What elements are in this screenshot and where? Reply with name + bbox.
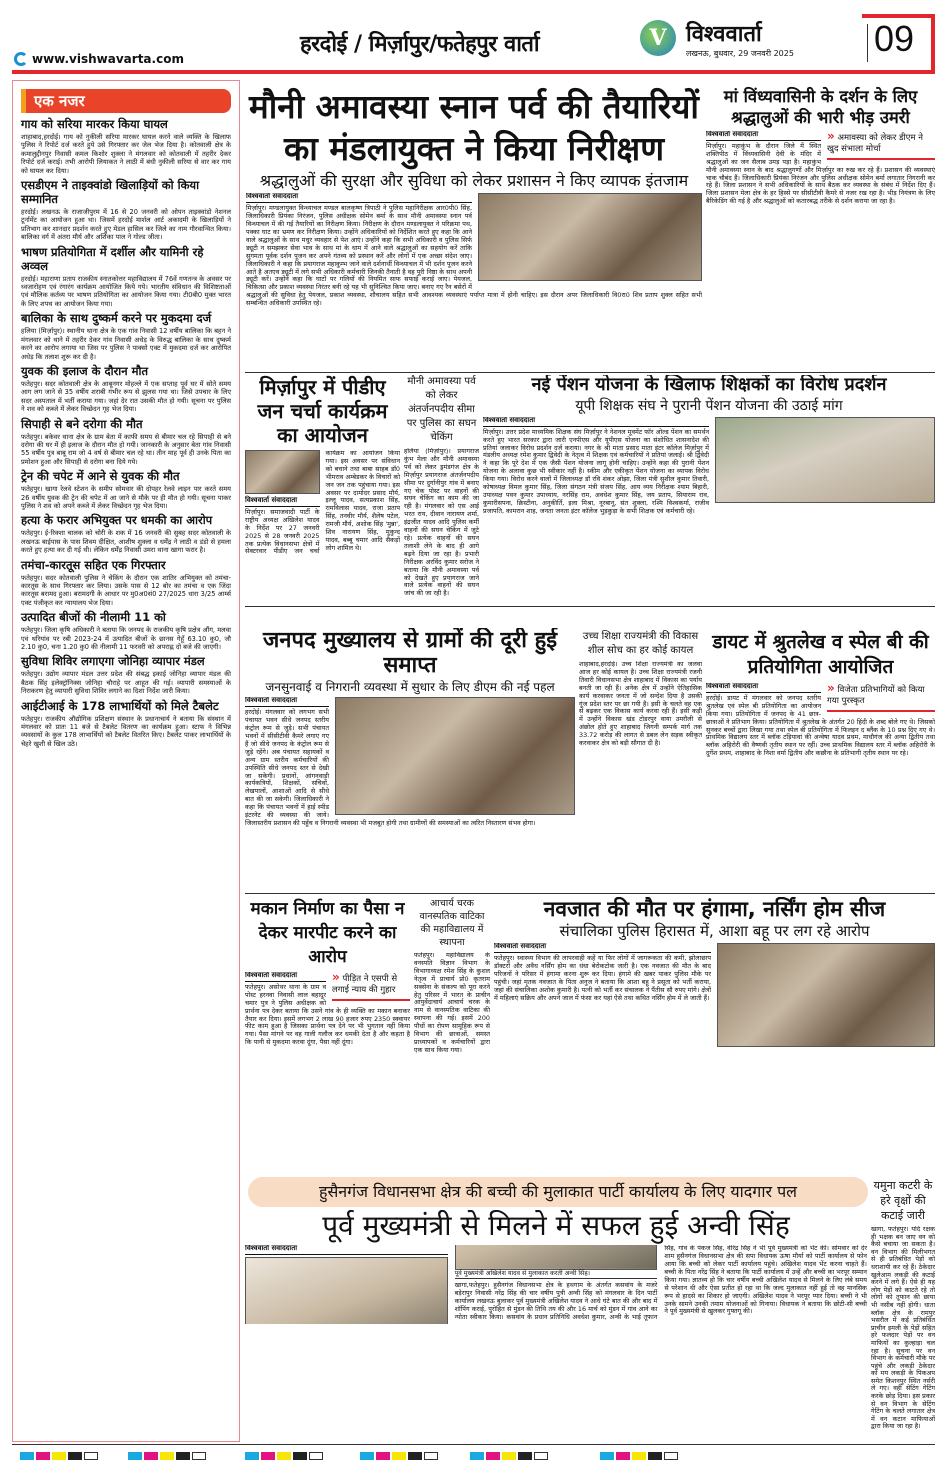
photo-caption: पूर्व मुख्यमंत्री अखिलेश यादव से मुलाकात करती अन्वी सिंह। [455, 1270, 658, 1279]
news-brief [21, 311, 231, 361]
color-swatch [632, 1452, 646, 1460]
vindhyavasini-headline: मां विंध्यवासिनी के दर्शन के लिए श्रद्धालुओं की भारी भीड़ उमरी [723, 87, 918, 127]
brief-title: भाषण प्रतियोगिता में दर्शील और यामिनी रहे अव्वल [21, 244, 204, 273]
pda-body: मिर्ज़ापुर। समाजवादी पार्टी के राष्ट्रीय अध्यक्ष अखिलेश यादव के निर्देश पर 27 जनवरी 2025 से 28 जनवरी 2025 तक प्रत्येक विधानसभा क्षेत्रों में सेक्टरवार पीडीए जन चर्चा कार्यक्रम का आयोजन किया गया। इस अवसर पर संविधान को बचाने तथा बाबा साहब डॉ0 भीमराव अम्बेडकर के विचारों को जन जन तक पहुंचाया गया। इस अवसर पर दामोदर प्रसाद मौर्य, इल्लू यादव, सत्यप्रकाश सिंह, रामविलास यादव, राजा प्रताप सिंह, तनवीर मौर्य, शैलेष पटेल, रामजी मौर्य, अशोक सिंह 'मुन्ना', शिव नारायण सिंह, मुकुन्द यादव, बब्बू चमार आदि सैकड़ों लोग शामिल थे। [245, 450, 400, 556]
makan-body: फतेहपुर। असोथर थाना के ग्राम व पोस्ट हरनवा निवासी लाल बहादुर चमार पुत्र ने पुलिस अधीक्षक को प्रार्थना पत्र देकर बताया कि उसने गांव के ही व्यक्ति का मकान बनाकर तैयार कर दिया। इसमें लगभग 2 लाख 90 हजार रुपए 2350 स्क्वायर फीट काम हुआ है जिसका प्रार्थना पत्र देने पर भी भुगतान नहीं किया गया। पैसा मांगने पर वह गाली गलौज कर धमकी देता है और कहता है कि पानी से मुकदमा करवा दूंगा, पैसा नहीं दूंगा। [245, 982, 410, 1047]
diet-body: हरदोई। डायट में मंगलवार को जनपद स्तरीय श्रुतलेख एवं स्पेल बी प्रतियोगिता का आयोजन किया गया। प्रतियोगिता में जनपद के 41 छात्र-छात्राओं ने प्रतिभाग किया। प्रतियोगिता में श्रुतलेख के अंतर्गत 20 हिंदी के शब्द बोले गए थे। जिसको सुनकर बच्चों द्वारा लिखा गया तथा स्पेल बी प्रतियोगिता में फिलइन द ब्लैंक के 10 प्रश्न दिए गए थे। प्राथमिक विद्यालय स्तर में ब्लॉक टड़ियावां की अन्वेषा यादव प्रथम, माधौगंज की अन्या द्वितीय तथा ब्लॉक अहिरोरी की वैष्णवी तृतीय स्थान पर रहीं। उच्च प्राथमिक विद्यालय स्तर में ब्लॉक अहिरोरी के दुर्गेश प्रथम, शाहाबाद के निशा वर्मा द्वितीय और कछौना के प्रतिभागी तृतीय स्थान पर रहे। [706, 693, 935, 758]
brand-name: विश्ववार्ता [686, 22, 762, 47]
vatika-body: फतेहपुर। महाविद्यालय के वनस्पति विज्ञान विभाग के विभागाध्यक्ष रमेश सिंह के कुशल नेतृत्व में प्राचार्य प्रो0 कृतराम सक्सेना के संकल्प को पूरा करने हेतु परिसर में भारत के प्राचीन आयुर्वेदाचार्य आचार्य चरक के नाम से वानस्पतिक वाटिका की स्थापना की गई। इसमें 200 पौधों का रोपण सामूहिक रूप से विभाग की छात्राओं, समस्त प्राध्यापकों व कर्मचारियों द्वारा एक साथ किया गया। [414, 952, 490, 1054]
anvi-headline: पूर्व मुख्यमंत्री से मिलने में सफल हुई अन्वी सिंह [322, 1210, 790, 1242]
color-swatch [176, 1452, 190, 1460]
pension-subheadline: यूपी शिक्षक संघ ने पुरानी पेंशन योजना की उठाई मांग [575, 397, 843, 414]
color-swatch [486, 1452, 500, 1460]
brief-title: ट्रेन की चपेट में आने से युवक की मौत [21, 469, 180, 484]
quote-marker-icon: » [827, 131, 835, 143]
brief-body: फतेहपुर। बकेवर थाना क्षेत्र के ग्राम बेता में काफी समय से बीमार चल रहे सिपाही से बने दरोगा की घर में ही इलाज के दौरान मौत हो गयी। जानकारी के अनुसार बेता गांव निवासी 55 वर्षीय पुत्र बाबू राम जो 4 वर्ष से बीमार चल रहे था। तीन माह पूर्व ही उनके पिता का प्रमोशन हुआ और सिपाही से दरोगा बना दिये गये। [21, 432, 231, 466]
pda-event-photo [245, 450, 320, 494]
checking-story [404, 375, 479, 603]
news-brief [21, 117, 231, 175]
diet-flow [706, 683, 935, 890]
teachers-protest-photo [715, 417, 935, 503]
ek-nazar-label: एक नजर [21, 89, 231, 113]
color-swatch [470, 1452, 484, 1460]
brief-body: शाहाबाद,हरदोई। गाय को नुकीली सरिया मारकर घायल करने वाले व्यक्ति के खिलाफ पुलिस ने रिपोर्ट दर्ज करते हुये उसे गिरफ्तार कर जेल भेज दिया है। कोतवाली क्षेत्र के कमालुद्दीनपुर निवासी कमल किशोर शुक्ला ने मंगलवार को कोतवाली में तहरीर देकर रिपोर्ट दर्ज कराई। तभी आरोपी लियाकत ने लाठी में बंधी नुकीली सरिया से वार कर गाय को घायल कर दिया। [21, 133, 231, 175]
brief-body: फतेहपुर। सदर कोतवाली पुलिस ने चेकिंग के दौरान एक शातिर अभियुक्त को तमंचा-कारतूस के साथ गिरफ्तार कर लिया। उसके पास से 12 बोर का तमंचा व एक जिंदा कारतूस बरामद हुआ। बरामदगी के आधार पर मु0अ0सं0 27/2025 धारा 3/25 आर्म्स एक्ट पंजीकृत कर न्यायालय भेज दिया। [21, 573, 231, 607]
pda-story [245, 375, 400, 603]
checking-headline: मौनी अमावस्या पर्व को लेकर अंतर्जनपदीय सीमा पर पुलिस का सघन चेकिंग [406, 376, 477, 443]
pension-flow [483, 417, 935, 603]
brief-body: फतेहपुर। सदर कोतवाली क्षेत्र के आबूनगर मोहल्ले में एक सप्ताह पूर्व घर में सोते समय आग लग जाने से 35 वर्षीय शराबी गंभीर रूप से झुलस गया था। जिसे उपचार के लिए सदर अस्पताल में भर्ती कराया गया। जहां देर रात उसकी मौत हो गयी। सूचना पर पुलिस ने शव को कब्जे में लेकर विच्छेदन गृह भेज दिया। [21, 379, 231, 414]
brief-title: बालिका के साथ दुष्कर्म करने पर मुकदमा दर्ज [21, 311, 212, 326]
brief-title: सुविधा शिविर लगाएगा जोनिहा व्यापार मंडल [21, 654, 205, 669]
registration-color-bar [600, 1452, 678, 1460]
color-swatch [144, 1452, 158, 1460]
color-swatch [392, 1452, 406, 1460]
color-swatch [36, 1452, 50, 1460]
news-brief [21, 178, 231, 242]
navjat-body: फतेहपुर। स्वास्थ्य विभाग की लापरवाही कहें या फिर लोगों में जागरूकता की कमी, झोलाछाप डॉक्टरों और अवैध नर्सिंग होम का धंधा बेरोकटोक जारी है। एक नवजात की मौत के बाद परिजनों ने परिसर में हंगामा करना शुरू कर दिया। हंगामे की खबर पाकर पुलिस मौके पर पहुंची। जहां मृतक नवजात के पिता अनुज ने बताया कि आशा बहू ने प्रसूता को भर्ती कराया, जहां की संचालिका अशोक कुमारी है। पत्नी को भर्ती कर संचालक ने पैंतीस सौ रुपए मांगे। क्षेत्रों में महिलाएं सक्रिय और अपने जाल में फंसा कर यहां ऐसे तथा कथित नर्सिंग होम में ले जाती हैं। [494, 954, 711, 1002]
lead-story-flow [246, 193, 702, 370]
registration-color-bar [20, 1452, 98, 1460]
brief-title: युवक की इलाज के दौरान मौत [21, 363, 149, 378]
nursing-home-police-photo [717, 943, 935, 1047]
section-title: हरदोई / मिर्ज़ापुर/फतेहपुर वार्ता [300, 32, 540, 57]
color-swatch [277, 1452, 291, 1460]
byline: विश्ववार्ता संवाददाता [494, 943, 711, 953]
color-swatch [502, 1452, 516, 1460]
ek-nazar-column [12, 80, 240, 1442]
vindhyavasini-flow [706, 131, 935, 370]
color-swatch [20, 1452, 34, 1460]
vindhyavasini-story [706, 86, 935, 370]
brief-body: हरदोई। महाराणा प्रताप राजकीय स्नातकोत्तर महाविद्यालय में 76वें गणतन्त्र के अवसर पर ध्वजारोहण एवं रंगारंग कार्यक्रम आयोजित किये गये। भारतीय संविधान की विशिष्टताओं एवं मौलिक कर्तव्य पर भाषण प्रतियोगिता का आयोजन किया गया। टी0बी0 मुक्त भारत के लिए शपथ का आयोजन किया गया। [21, 274, 231, 308]
color-swatch [616, 1452, 630, 1460]
byline: विश्ववार्ता संवाददाता [245, 697, 329, 707]
brief-body: फतेहपुर। राजकीय औद्योगिक प्रशिक्षण संस्थान के प्रधानाचार्य ने बताया कि संस्थान में मंगलवार को प्रातः 11 बजे से टैबलेट वितरण का कार्यक्रम हुआ। स्टाफ ने विभिन्न व्यवसायों के कुल 178 लाभार्थियों को टैबलेट वितरित किए। टैबलेट पाकर लाभार्थियों के चेहरे खुशी से खिल उठे। [21, 714, 231, 748]
makan-flow [245, 972, 410, 1170]
website-url[interactable]: www.vishwavarta.com [14, 52, 184, 66]
quote-marker-icon: » [827, 683, 835, 695]
byline: विश्ववार्ता संवाददाता [706, 131, 821, 141]
brief-title: आईटीआई के 178 लाभार्थियों को मिले टैबलेट [21, 698, 219, 713]
yamuna-headline: यमुना कटरी के हरे वृक्षों की कटाई जारी [873, 1179, 933, 1222]
color-swatch [128, 1452, 142, 1460]
brief-title: सिपाही से बने दरोगा की मौत [21, 416, 143, 431]
byline: विश्ववार्ता संवाददाता [483, 417, 709, 427]
byline: विश्ववार्ता संवाददाता [245, 497, 320, 507]
news-brief [21, 699, 231, 749]
yamuna-story [871, 1178, 935, 1440]
crosshair-icon [424, 1452, 438, 1460]
pda-flow [245, 450, 400, 603]
navjat-story [494, 897, 935, 1170]
news-brief [21, 469, 231, 510]
brief-title: एसडीएम ने ताइक्वांडो खिलाड़ियों को किया सम्मानित [21, 178, 200, 207]
browser-icon [14, 52, 28, 66]
color-swatch [408, 1452, 422, 1460]
brief-body: फतेहपुर। ई-रिक्शा चालक को चोरी के शक में 16 जनवरी की सुबह सदर कोतवाली के लखनऊ बाईपास के पास शिवम दीक्षित, आशीष शुक्ला व धर्मेंद्र ने लाठी व डंडो से हमला करते हुए हत्या कर दी गई थी। लेकिन धर्मेंद्र निवासी उमरा थाना खागा फरार है। [21, 529, 231, 555]
brief-body: फतेहपुर। जिला कृषि अधिकारी ने बताया कि जनपद के राजकीय कृषि प्रक्षेत्र औंग, मलवा एवं थरियांव पर रबी 2023-24 में उत्पादित बीजों के छानस गेहूँ 63.10 कु0, जौ 2.10 कु0, चना 1.20 कु0 की नीलामी 11 फरवरी को अपराह्न दो बजे की जाएगी। [21, 626, 231, 652]
brief-body: फतेहपुर। खागा रेलवे स्टेशन के समीप सोमवार की दोपहर रेलवे लाइन पार करते समय 26 वर्षीय युवक की ट्रेन की चपेट में आ जाने से मौके पर ही मौत हो गयी। सूचना पाकर पुलिस ने शव को अपने कब्जे में लेकर विच्छेदन गृह भेज दिया। [21, 485, 231, 510]
brief-body: हलिया (मिर्ज़ापुर)। स्थानीय थाना क्षेत्र के एक गांव निवासी 12 वर्षीय बालिका कि बहन ने मंगलवार को थाने में तहरीर देकर गांव निवासी अधेड़ के विरुद्ध बालिका के साथ दुष्कर्म करने का आरोप लगाया था जिस पर पुलिस ने पाक्सो एक्ट में मुकदमा दर्ज कर आरोपित अधेड़ कि तलाश शुरू कर दी है। [21, 327, 231, 361]
registration-color-bar [360, 1452, 438, 1460]
color-swatch [360, 1452, 374, 1460]
crosshair-icon [192, 1452, 206, 1460]
pull-quote: » अमावस्या को लेकर डीएम ने खुद संभाला मोर्चा [827, 131, 935, 160]
news-brief [21, 245, 231, 309]
color-swatch [376, 1452, 390, 1460]
pension-body: मिर्ज़ापुर। उत्तर प्रदेश माध्यमिक शिक्षक संघ मिर्ज़ापुर ने नेशनल मूवमेंट फॉर ओल्ड पेंशन का समर्थन करते हुए भारत सरकार द्वारा जारी एनपीएस और यूपीएस योजना का संशोधित शासनादेश की प्रतियां जलाकर विरोध प्रदर्शन दर्ज कराया। नगर के श्री माता प्रसाद माता इंटर कॉलेज मिर्ज़ापुर में मंडलीय अध्यक्ष रमेश कुमार द्विवेदी के नेतृत्व में शिक्षक एवं कर्मचारियों ने प्रतियां जलाईं। श्री द्विवेदी ने कहा कि पूरे देश में एक जैसी पेंशन योजना लागू होनी चाहिए। उन्होंने कहा की पुरानी पेंशन योजना के अलावा कुछ भी स्वीकार नहीं है। स्कीम और एकीकृत पेंशन योजना का व्यापक विरोध किया गया। विरोध करने वालों में जिलाध्यक्ष डॉ रवि शंकर ओझा, जिला मंत्री सुशील कुमार तिवारी, कोषाध्यक्ष विमल कुमार सिंह, जिला संगठन मंत्री संजय सिंह, आय व्यय निरीक्षक श्याम बिहारी, उपाध्यक्ष पवन कुमार उपाध्याय, नरसिंह राम, अवधेश कुमार सिंह, जय प्रताप, सियाराम राव, कुमारीसपना, क्रिस्टीना, अनुकीर्ति, इला मिश्रा, नूरबानू, संत शुक्ला, रश्मि विश्वकर्मा, राजीव प्रजापति, कामरान शाह, जनता जनता इंटर कॉलेज भुड़कुड़ा के सभी शिक्षक एवं कर्मचारी रहे। [483, 427, 709, 515]
yamuna-body: खागा, फतेहपुर। यदि रक्षक ही भक्षक बन जाए वन को कैसे बचाया जा सकता है। वन विभाग की मिलीभगत से ही प्रतिबंधित पेड़ों को धराशायी कर रहे हैं। ठेकेदार खुलेआम लकड़ी की कटाई करने में लगे हैं। ऐसे ही यह लोग पेड़ों को काटते रहे तो लोगों को तूफान की छाया भी नसीब नहीं होगी। धाता ब्लॉक क्षेत्र के रामपुर भसरौल में कई प्रतिबंधित प्राचीन इमली के पेड़ों सहित हरे फलदार पेड़ों पर वन माफियों का कुल्हाड़ा चल रहा है। सूचना पर वन विभाग के कर्मचारी मौके पर पहुंचे और लकड़ी ठेकेदार को मय लकड़ी के पिकअप समेत किशनपुर स्थित नर्सरी ले गए। वहीं सेटिंग गेटिंग करके छोड़ दिया। इस प्रकार से वन विभाग के सेटिंग गेटिंग के चलते लगातार क्षेत्र में वन कटान माफियाओं द्वारा किया जा रहा है। [871, 1226, 935, 1431]
navjat-subheadline: संचालिका पुलिस हिरासत में, आशा बहू पर लग रहे आरोप [559, 922, 870, 941]
footer-rule [12, 1444, 935, 1445]
color-swatch [245, 1452, 259, 1460]
header-rule [12, 70, 935, 74]
anvi-flow [245, 1245, 867, 1440]
registration-color-bar [128, 1452, 206, 1460]
checking-body: हलिया (मिर्ज़ापुर)। प्रयागराज कुंभ मेला और मौनी अमावस्या पर्व को लेकर ड्रमंडगंज क्षेत्र के मिर्ज़ापुर प्रयागराज अंतर्जनपदीय सीमा पर दुर्गानीपुर गांव में बनाए गए चेक पोस्ट पर वाहनों की सघन चेकिंग का काम की जा रही है। मंगलवार को एस आई भरत राय, दीवान नारायण शर्मा, इंद्रजीत यादव आदि पुलिस कर्मी वाहनों की सघन चेकिंग में जुटे रहे। प्रत्येक वाहनों की सघन तलाशी लेने के बाद ही आगे बढ़ने दिया जा रहा है। प्रभारी निरीक्षक अरविंद कुमार सरोज ने बताया कि मौनी अमावस्या पर्व को देखते हुए प्रयागराज जाने वाले प्रत्येक वाहनों की सघन जांच की जा रही है। [404, 448, 479, 598]
minister-story [579, 630, 702, 890]
news-brief [21, 654, 231, 695]
brief-title: हत्या के फरार अभियुक्त पर धमकी का आरोप [21, 513, 213, 528]
registration-color-bar [470, 1452, 548, 1460]
vatika-headline: आचार्य चरक वानस्पतिक वाटिका की महाविद्यालय में स्थापना [419, 898, 485, 948]
lead-story [246, 86, 702, 370]
pda-headline: मिर्ज़ापुर में पीडीए जन चर्चा कार्यक्रम का आयोजन [257, 375, 388, 447]
minister-body: शाहाबाद,हरदोई। उच्च शिक्षा राज्यमंत्री का जलवा आज हर कोई कायल है। उच्च शिक्षा राज्यमंत्री रजनी तिवारी विधानसभा क्षेत्र शाहाबाद में विकास का पर्याय बनती जा रही हैं। अनेक क्षेत्र में उन्होंने ऐतिहासिक कार्य करवाकर जनता में जो सन्देश दिया है उसकी गूंज प्रदेश स्तर पर छा गयी है। इसी के चलते वह एक से बढ़कर एक विकास कार्य करवा रही हैं। इसी कड़ी में उन्होंने विकास खंड टोडरपुर वाया उमरौली से अंछोल होते हुए शाहाबाद जिगनी सम्पर्क मार्ग तक 33.72 करोड़ की लागत से डबल लेन सड़क स्वीकृत करवाकर क्षेत्र को बड़ी सौगात दी है। [579, 661, 702, 748]
byline: विश्ववार्ता संवाददाता [245, 1245, 448, 1255]
crosshair-icon [84, 1452, 98, 1460]
divider [245, 372, 935, 373]
pull-quote: » विजेता प्रतिभागियों को किया गया पुरस्कृत [827, 683, 935, 712]
lead-subheadline: श्रद्धालुओं की सुरक्षा और सुविधा को लेकर प्रशासन ने किए व्यापक इंतजाम [259, 171, 689, 190]
janpad-headline: जनपद मुख्यालय से ग्रामों की दूरी हुई समाप्त [262, 628, 558, 679]
diet-headline: डायट में श्रुतलेख व स्पेल बी की प्रतियोगिता आयोजित [712, 631, 929, 678]
lead-headline: मौनी अमावस्या स्नान पर्व की तैयारियों का मंडलायुक्त ने किया निरीक्षण [249, 87, 699, 168]
inspection-photo [478, 193, 702, 281]
news-brief [21, 610, 231, 651]
navjat-flow [494, 943, 935, 1170]
brief-title: तमंचा-कारतूस सहित एक गिरफ्तार [21, 557, 166, 572]
vindhyavasini-body: मिर्ज़ापुर। महाकुंभ के दौरान जिले में स्थित शक्तिपीठ में विंध्यवासिनी देवी के मंदिर में श्रद्धालुओं का जन सैलाब उमड़ पड़ा है। महाकुंभ मौनी अमावस्या स्नान के बाद श्रद्धालुगणों और मिर्ज़ापुर का रुख कर रहे हैं। प्रशासन की व्यवस्थाएं चाक चौबंद हैं। जिलाधिकारी प्रियंका निरंजन और पुलिस अधीक्षक सोमेन बर्मा लगातार निगरानी कर रहे हैं। जिला प्रशासन ने सभी अधिकारियों के साथ बैठक कर व्यवस्था के संबंध में निर्देश दिए हैं। जिला प्रशासन मेला क्षेत्र के हर हिस्से पर सीसीटीवी कैमरे से नजर रख रहा है। भीड़ नियंत्रण के लिए बैरिकेडिंग की गई है और श्रद्धालुओं को कतारबद्ध तरीके से दर्शन कराया जा रहा है। [706, 141, 935, 206]
anvi-body: खागा,फतेहपुर। हुसैनगंज विधानसभा क्षेत्र के हथगाम के अंतर्गत कसवांय के मजरे बड़ेरापुर निवासी नरेंद्र सिंह की चार वर्षीय पुत्री अन्वी सिंह को मंगलवार के दिन पार्टी कार्यालय लखनऊ बुलाकर पूर्व मुख्यमंत्री अखिलेश यादव ने आधे घंटे बात की और बाद में शॉपिंग कराई, पुरोहित से मुंडन की तिथि तय की और 16 मार्च को मुंडन में गांव आने का न्योता स्वीकार किया। कसवांय के प्रधान प्रतिनिधि अवधेश कुमार, अन्वी के भाई तूफान सिंह, गांव के पंकज सिंह, वीरेंद्र सिंह ने भी पूर्व मुख्यमंत्री को भेंट की। सोमवार को देर शाम हुसैनगंज विधानसभा क्षेत्र की सपा विधायक ऊषा मौर्या को पार्टी कार्यालय से फोन आया कि बच्ची को लेकर पार्टी कार्यालय पहुंचे। अखिलेश यादव भेंट करना चाहते हैं। बच्ची के पिता नरेंद्र सिंह ने बताया कि पार्टी कार्यालय में उन्हें और बच्ची का भरपूर सम्मान किया गया। ज्ञातव्य हो कि चार वर्षीय बच्ची अखिलेश यादव से मिलने के लिए लंबे समय से परेशान थी और ऐसा प्रतीत हो रहा था कि जल्द मुलाकात नहीं हुई तो वह मानसिक रूप से हादसे का शिकार हो जाएगी। अखिलेश यादव ने भरपूर प्यार दिया। बच्ची ने भी उनके सामने उनकी तमाम योजनाओं को गिनाया। विधायक ने बताया कि छोटी-सी बच्ची ने पूर्व मुख्यमंत्री से खुलकर गुफ्तगू की। [454, 1245, 867, 1321]
crosshair-icon [664, 1452, 678, 1460]
byline: विश्ववार्ता संवाददाता [246, 193, 472, 203]
color-swatch [52, 1452, 66, 1460]
news-brief [21, 417, 231, 467]
color-swatch [518, 1452, 532, 1460]
color-swatch [600, 1452, 614, 1460]
janpad-subheadline: जनसुनवाई व निगरानी व्यवस्था में सुधार के लिए डीएम की नई पहल [265, 679, 555, 694]
anvi-story [245, 1210, 867, 1440]
vatika-story [414, 897, 490, 1170]
color-swatch [261, 1452, 275, 1460]
divider [245, 893, 935, 894]
pension-headline: नई पेंशन योजना के खिलाफ शिक्षकों का विरोध प्रदर्शन [531, 375, 887, 395]
brief-title: गाय को सरिया मारकर किया घायल [21, 117, 168, 131]
page-number: 09 [874, 18, 915, 59]
registration-color-bar [245, 1452, 323, 1460]
byline: विश्ववार्ता संवाददाता [706, 683, 821, 693]
brief-body: फतेहपुर। उद्योग व्यापार मंडल उत्तर प्रदेश की संबद्ध इकाई जोनिहा व्यापार मंडल की बैठक सिंह इलेक्ट्रॉनिक्स जोनिहा चौराहे पर आहूत की गई। व्यापारी समस्याओं के निराकरण हेतु व्यापारी सुविधा शिविर लगाने का दिशा निर्देश जारी किया। [21, 670, 231, 696]
news-brief [21, 513, 231, 554]
color-swatch [293, 1452, 307, 1460]
janpad-flow [245, 697, 575, 890]
diet-story [706, 630, 935, 890]
color-swatch [160, 1452, 174, 1460]
byline: विश्ववार्ता संवाददाता [245, 972, 326, 982]
minister-headline: उच्च शिक्षा राज्यमंत्री की विकास शील सोच का हर कोई कायल [582, 631, 699, 656]
color-swatch [68, 1452, 82, 1460]
brief-body: हरदोई। लखनऊ के राजाजीपुरम में 16 से 20 जनवरी को ओपन ताइक्वांडो नेशनल टूर्नामेंट का आयोजन हुआ था। जिसमें हरदोई मार्शल आर्ट अकादमी के खिलाड़ियों ने प्रतिभाग कर शानदार प्रदर्शन करते हुए मेडल हासिल कर जिले का नाम गौरवान्वित किया। बालिका वर्ग में अंतरा मौर्य और अर्शिका पाल ने गोल्ड जीता। [21, 208, 231, 242]
news-brief [21, 364, 231, 414]
janpad-body: हरदोई। मंगलवार को लगभग सभी पंचायत भवन सीधे जनपद स्तरीय कंट्रोल रूम से जुड़े। सभी पंचायत भवनों में सीसीटीवी कैमरे लगाए गए हैं जो सीधे जनपद के कंट्रोल रूम से जुड़े रहेंगे। अब पंचायत सहायकों व अन्य ग्राम स्तरीय कर्मचारियों की उपस्थिति सीधे जनपद स्तर से देखी जा सकेगी। प्रधानों, आंगनवाड़ी कार्यकत्रियों, शिक्षकों, सचिवों, लेखपालों, आशाओं आदि से सीधे बात की जा सकेगी। जिलाधिकारी ने कहा कि पंचायत भवनों में हाई स्पीड इंटरनेट की व्यवस्था की जाये। जिलास्तरीय प्रशासन की पहुँच व निगरानी व्यवस्था भी मजबूत होगी तथा ग्रामीणों की समस्याओं का त्वरित निस्तारण संभव होगा। [245, 708, 536, 827]
quote-marker-icon: » [332, 972, 340, 984]
pull-quote: » पीड़ित ने एसपी से लगाई न्याय की गुहार [332, 972, 410, 1001]
crosshair-icon [309, 1452, 323, 1460]
makan-headline: मकान निर्माण का पैसा न देकर मारपीट करने का आरोप [250, 899, 405, 967]
divider [245, 606, 935, 607]
color-swatch [648, 1452, 662, 1460]
anvi-banner: हुसैनगंज विधानसभा क्षेत्र की बच्ची की मुलाकात पार्टी कार्यालय के लिए यादगार पल [248, 1177, 868, 1207]
news-brief [21, 558, 231, 608]
janpad-story [245, 628, 575, 890]
pension-story [483, 375, 935, 603]
control-room-photo [335, 697, 575, 815]
divider [867, 24, 868, 62]
dateline: लखनऊ, बुधवार, 29 जनवरी 2025 [686, 49, 794, 58]
makan-story [245, 897, 410, 1170]
brand-logo-icon: V [640, 20, 676, 56]
crosshair-icon [534, 1452, 548, 1460]
brief-title: उत्पादित बीजों की नीलामी 11 को [21, 610, 166, 625]
navjat-headline: नवजात की मौत पर हंगामा, नर्सिंग होम सीज [543, 897, 886, 921]
lead-story-body: मिर्ज़ापुर। मण्डलायुक्त विन्ध्याचल मण्डल बालकृष्ण त्रिपाठी ने पुलिस महानिरीक्षक आर0पी0 सिंह, जिलाधिकारी प्रियंका निरंजन, पुलिस अधीक्षक सोमेन बर्मा के साथ मौनी अमावस्या स्नान पर्व विन्ध्याचल में की गई तैयारियों का निरीक्षण किया। निरीक्षण के दौरान मण्डलायुक्त ने परिक्रमा पथ, पक्का घाट का भ्रमण कर निरीक्षण किया। उन्होंने अधिकारियों को निर्देशित करते हुए कहा कि आने वाले श्रद्धालुओं के साथ मधुर व्यवहार से पेश आएं। उन्होंने कहा कि सभी अधिकारी व पुलिस सिर्फ ड्यूटी न समझकर सेवा भाव के साथ मां के धाम में आने वाले श्रद्धालुओं का सहयोग करें ताकि सुगमता पूर्वक दर्शन पूजन कर अपने गंतव्य को प्रस्थान करें और लोगों में एक अच्छा संदेश जाए। जिलाधिकारी ने कहा कि प्रयागराज महाकुम्भ जाने वाले दर्शनार्थी विन्ध्याचल में भी दर्शन पूजन करने आते है अतएव ड्यूटी में लगे सभी अधिकारी कर्मचारी जिनकी तैनाती है वह पूरी निष्ठा के साथ अपनी ड्यूटी करें। उन्होंने कहा कि घाटों पर गलियों की नियमित साफ सफाई कराई जाए। पेयजल, चिकित्सा और प्रकाश व्यवस्था निरंतर बनी रहे यह भी सुनिश्चित किया जाए। बनाए गए रैन बसेरों में श्रद्धालुओं की सुविधा हेतु पेयजल, प्रकाश व्यवस्था, शौचालय सहित सभी आवश्यक व्यवस्थाएं पर्याप्त मात्रा में होनी चाहिए। इस दौरान अपर जिलाधिकारी वि0रा0 शिव प्रताप शुक्ल सहित सभी सम्बन्धित अधिकारी उपस्थित रहे। [246, 204, 702, 308]
